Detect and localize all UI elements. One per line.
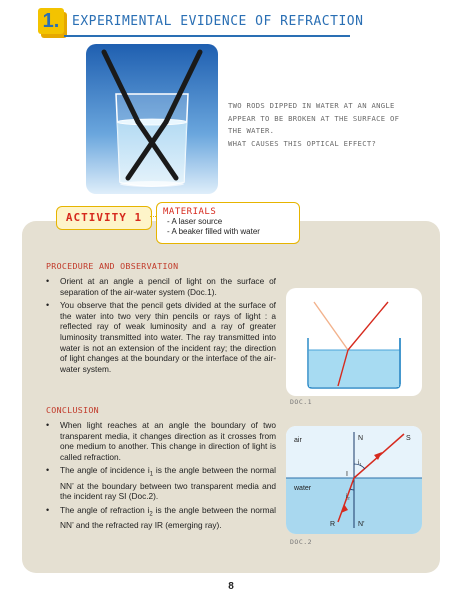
doc2-caption: DOC.2 bbox=[290, 538, 313, 546]
conclusion-text: is the angle between the normal NN’ and the refracted ray IR (emerging ray). bbox=[60, 504, 277, 531]
conclusion-text: The angle of incidence i bbox=[60, 465, 150, 476]
doc1-figure bbox=[286, 288, 422, 396]
air-label: air bbox=[294, 437, 302, 444]
conclusion-text: When light reaches at an angle the boundary of two transparent media, it changes direction as it crosses from one medium to another. This change in direction of light is called refraction. bbox=[60, 420, 276, 462]
procedure-item: • You observe that the pencil gets divided at the surface of the water into two very thin pencils or rays of light : a reflected ray of weak luminosity and a ray of greater luminosity transmitted into water. The ray transmitted into water is not an extension of the incident ray; the direction of light changes at the boundary or the interface of the air-water system. bbox=[44, 300, 276, 374]
procedure-heading: PROCEDURE AND OBSERVATION bbox=[46, 261, 179, 271]
conclusion-text: The angle of refraction i bbox=[60, 504, 150, 515]
point-r-label: R bbox=[330, 521, 336, 528]
conclusion-heading: CONCLUSION bbox=[46, 405, 99, 415]
source-s-label: S bbox=[406, 435, 411, 442]
conclusion-item bbox=[44, 505, 276, 531]
angle-i2-subscript: 2 bbox=[347, 495, 350, 501]
section-title-underline bbox=[64, 35, 350, 37]
question-line: WHAT CAUSES THIS OPTICAL EFFECT? bbox=[228, 138, 377, 148]
section-number: 1. bbox=[38, 8, 64, 34]
subscript: 1 bbox=[149, 472, 154, 479]
angle-i1-subscript: 1 bbox=[359, 461, 362, 467]
subscript: 2 bbox=[149, 511, 153, 518]
conclusion-item bbox=[44, 420, 276, 462]
procedure-item: • Orient at an angle a pencil of light on the surface of separation of the air-water system (Doc.1). bbox=[44, 276, 276, 297]
materials-title: MATERIALS bbox=[163, 207, 217, 217]
question-text bbox=[228, 100, 434, 150]
question-line: APPEAR TO BE BROKEN AT THE SURFACE OF bbox=[228, 113, 400, 123]
procedure-list bbox=[44, 276, 276, 377]
materials-box bbox=[156, 202, 300, 244]
materials-list bbox=[163, 217, 293, 237]
conclusion-text: is the angle between the normal NN’ at the boundary between two transparent media and the incident ray SI (Doc.2). bbox=[60, 465, 277, 502]
materials-item: - A beaker filled with water bbox=[167, 227, 260, 236]
doc2-diagram bbox=[286, 426, 422, 534]
conclusion-list bbox=[44, 420, 276, 534]
water-label: water bbox=[294, 485, 312, 492]
doc1-diagram bbox=[286, 288, 422, 396]
doc2-figure bbox=[286, 426, 422, 534]
question-line: TWO RODS DIPPED IN WATER AT AN ANGLE bbox=[228, 101, 395, 110]
point-i-label: I bbox=[346, 471, 348, 478]
activity-label: ACTIVITY 1 bbox=[65, 211, 143, 224]
page-number: 8 bbox=[228, 581, 234, 592]
section-title: EXPERIMENTAL EVIDENCE OF REFRACTION bbox=[72, 14, 364, 29]
normal-nprime-label: N’ bbox=[358, 521, 365, 528]
angle-i1-letter: i bbox=[358, 460, 360, 466]
materials-item: - A laser source bbox=[167, 217, 223, 226]
glass-rods-illustration bbox=[86, 44, 218, 194]
glass-rods-photo bbox=[86, 44, 218, 194]
section-header bbox=[0, 0, 462, 40]
conclusion-item bbox=[44, 465, 276, 501]
doc1-caption: DOC.1 bbox=[290, 398, 313, 406]
activity-tab bbox=[56, 206, 152, 230]
normal-n-label: N bbox=[358, 435, 364, 442]
question-line: THE WATER. bbox=[228, 126, 275, 135]
angle-i2-letter: i bbox=[346, 494, 348, 500]
